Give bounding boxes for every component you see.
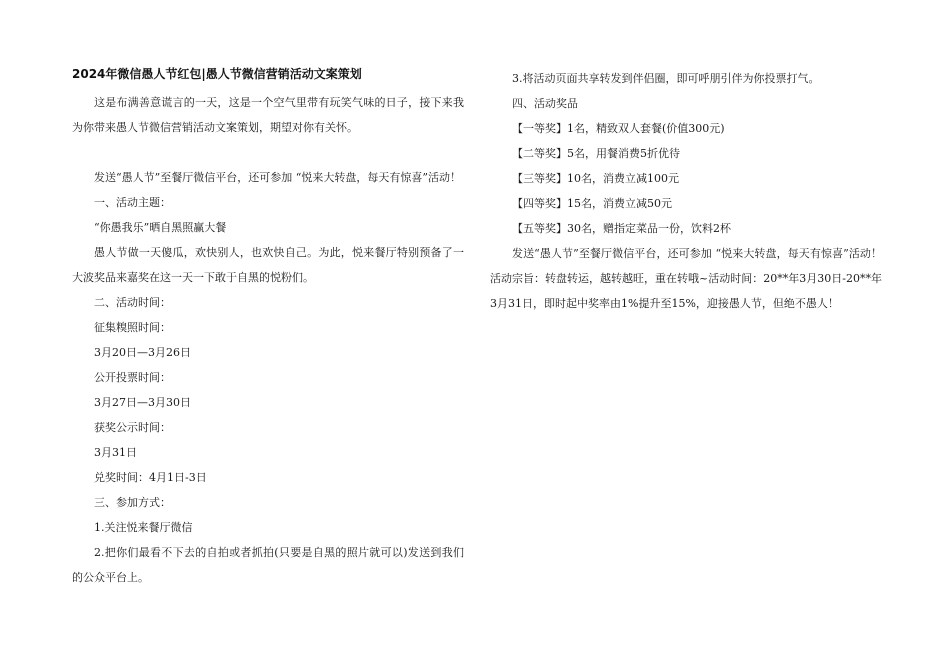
- prize-item: 【三等奖】10名，消费立减100元: [512, 172, 679, 185]
- paragraph: 获奖公示时间：: [94, 421, 171, 434]
- paragraph: 3.将活动页面共享转发到伴侣圈，即可呼朋引伴为你投票打气。: [512, 72, 820, 85]
- section-heading: 四、活动奖品: [512, 97, 578, 110]
- document-title: 2024年微信愚人节红包|愚人节微信营销活动文案策划: [72, 67, 362, 81]
- paragraph: 2.把你们最看不下去的自拍或者抓拍(只要是自黑的照片就可以)发送到我们的公众平台上。: [72, 546, 464, 584]
- right-column: [490, 66, 882, 316]
- paragraph: “你愚我乐”晒自黑照赢大餐: [94, 221, 227, 234]
- blank-line: [72, 140, 464, 165]
- paragraph: 愚人节做一天傻瓜，欢快别人，也欢快自己。为此，悦来餐厅特别预备了一大波奖品来嘉奖在这一天一下敢于自黑的悦粉们。: [72, 246, 464, 284]
- section-heading: 二、活动时间：: [94, 296, 171, 309]
- prize-item: 【二等奖】5名，用餐消费5折优待: [512, 147, 680, 160]
- paragraph: 发送“愚人节”至餐厅微信平台，还可参加 “悦来大转盘，每天有惊喜”活动！: [94, 171, 461, 184]
- paragraph: 3月31日: [94, 446, 137, 459]
- intro-paragraph: 这是布满善意谎言的一天，这是一个空气里带有玩笑气味的日子，接下来我为你带来愚人节微信营销活动文案策划，期望对你有关怀。: [72, 96, 464, 134]
- paragraph: 发送“愚人节”至餐厅微信平台，还可参加 “悦来大转盘，每天有惊喜”活动！活动宗旨：转盘转运，越转越旺，重在转哦~活动时间：20**年3月30日-20**年3月31日，即时起中奖率由1%提升至15%，迎接愚人节，但绝不愚人！: [490, 247, 882, 310]
- paragraph: 3月20日—3月26日: [94, 346, 191, 359]
- paragraph: 兑奖时间：4月1日-3日: [94, 471, 207, 484]
- section-heading: 一、活动主题：: [94, 196, 171, 209]
- prize-item: 【五等奖】30名，赠指定菜品一份，饮料2杯: [512, 222, 731, 235]
- prize-item: 【四等奖】15名，消费立减50元: [512, 197, 672, 210]
- paragraph: 征集糗照时间：: [94, 321, 171, 334]
- paragraph: 3月27日—3月30日: [94, 396, 191, 409]
- paragraph: 1.关注悦来餐厅微信: [94, 521, 193, 534]
- prize-item: 【一等奖】1名，精致双人套餐(价值300元): [512, 122, 725, 135]
- section-heading: 三、参加方式：: [94, 496, 171, 509]
- paragraph: 公开投票时间：: [94, 371, 171, 384]
- left-column: [72, 66, 464, 590]
